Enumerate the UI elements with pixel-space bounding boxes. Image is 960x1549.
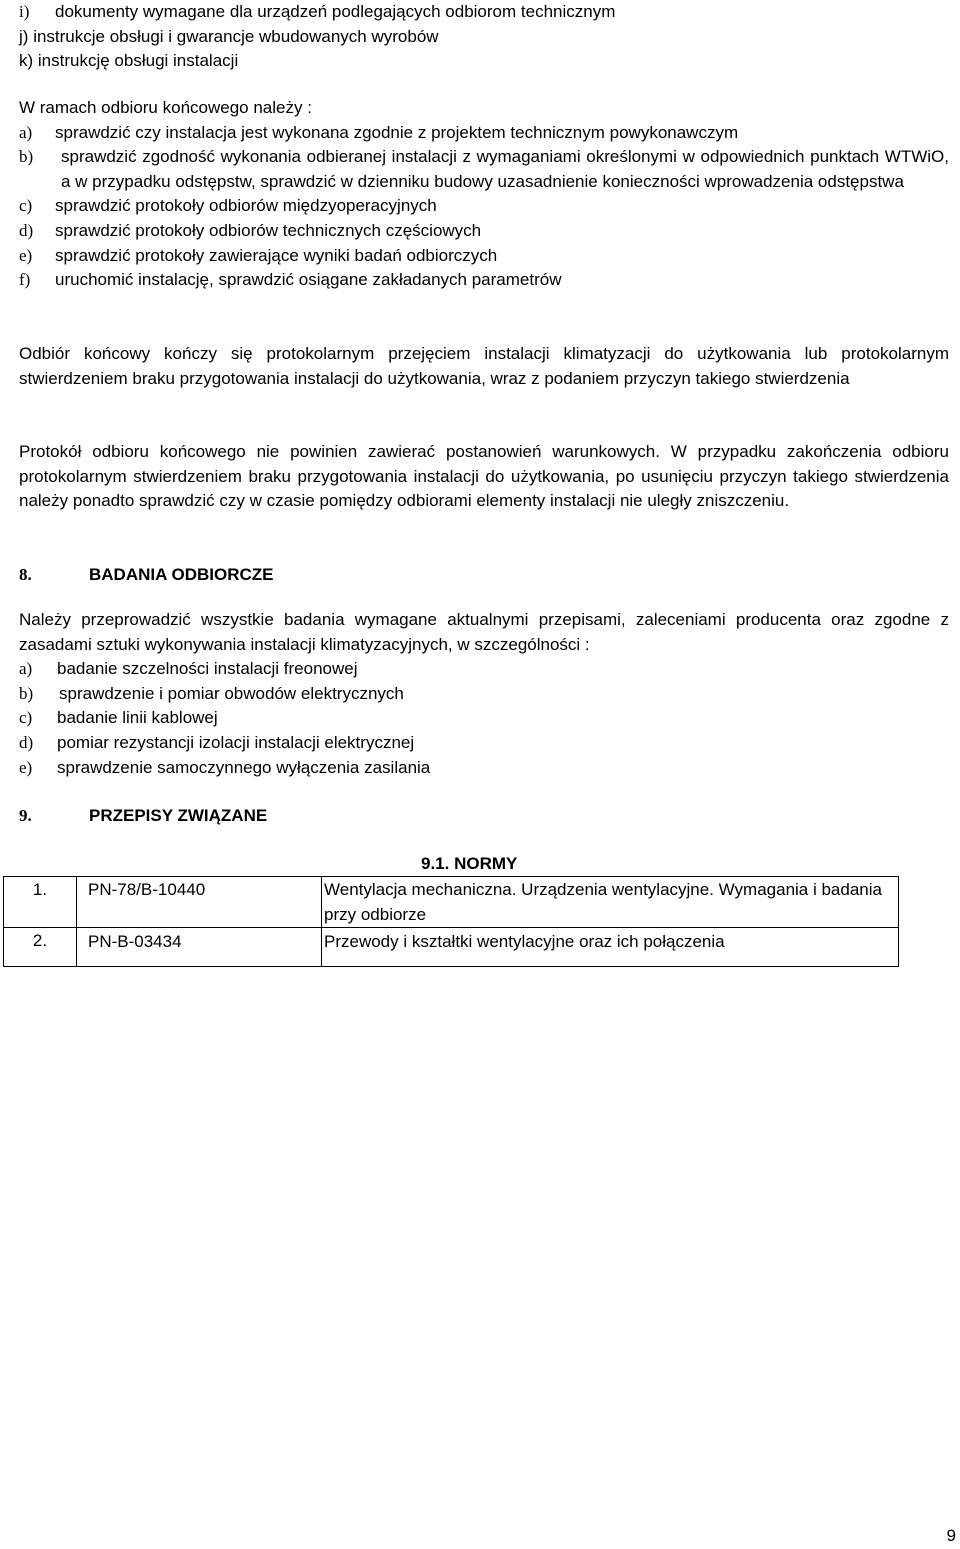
subsection-title: 9.1. NORMY	[421, 854, 518, 873]
list-item	[19, 682, 949, 707]
norm-description: Przewody i kształtki wentylacyjne oraz ich połączenia	[322, 928, 899, 967]
list-marker: k)	[19, 51, 34, 71]
section-heading	[19, 563, 273, 588]
list-marker: a)	[19, 122, 33, 142]
norm-number: 1.	[4, 877, 77, 928]
list-marker: c)	[19, 196, 33, 216]
norm-description: Wentylacja mechaniczna. Urządzenia wentylacyjne. Wymagania i badania przy odbiorze	[322, 877, 899, 928]
top-list	[19, 0, 949, 74]
list-item	[19, 731, 949, 756]
list-text: pomiar rezystancji izolacji instalacji elektrycznej	[57, 732, 415, 752]
list-text: instrukcje obsługi i gwarancje wbudowanych wyrobów	[33, 26, 439, 46]
list-text: sprawdzić czy instalacja jest wykonana zgodnie z projektem technicznym powykonawczym	[55, 122, 739, 142]
section-heading	[19, 804, 267, 829]
list-item	[19, 268, 949, 293]
list-item	[19, 657, 949, 682]
norm-code: PN-B-03434	[77, 928, 322, 967]
list-marker: a)	[19, 659, 33, 679]
list-item	[19, 756, 949, 781]
list-marker: e)	[19, 757, 33, 777]
section-title: BADANIA ODBIORCZE	[89, 565, 274, 584]
list-marker: b)	[19, 147, 34, 167]
table-row	[4, 877, 899, 928]
list-marker: c)	[19, 708, 33, 728]
list-text: badanie szczelności instalacji freonowej	[57, 659, 358, 679]
norms-table	[3, 876, 899, 967]
final-acceptance-section	[19, 96, 949, 293]
list-marker: d)	[19, 220, 34, 240]
section-number: 9.	[19, 806, 32, 825]
list-text: sprawdzić protokoły odbiorów technicznych częściowych	[55, 220, 482, 240]
list-text: sprawdzić protokoły odbiorów międzyoperacyjnych	[55, 196, 437, 216]
paragraph: Protokół odbioru końcowego nie powinien zawierać postanowień warunkowych. W przypadku zakończenia odbioru protokolarnym stwierdzeniem braku przygotowania instalacji do użytkowania, po usunięciu przyczyn takiego stwierdzenia należy ponadto sprawdzić czy w czasie pomiędzy odbiorami elementy instalacji nie uległy zniszczeniu.	[19, 442, 949, 511]
list-item	[19, 706, 949, 731]
list-marker: i)	[19, 2, 30, 21]
list-item	[19, 0, 949, 25]
list-marker: b)	[19, 683, 34, 703]
norm-code: PN-78/B-10440	[77, 877, 322, 928]
section-intro: Należy przeprowadzić wszystkie badania wymagane aktualnymi przepisami, zaleceniami producenta oraz zgodne z zasadami sztuki wykonywania instalacji klimatyzacyjnych, w szczególności :	[19, 610, 949, 654]
list-marker: f)	[19, 270, 31, 290]
paragraph: Odbiór końcowy kończy się protokolarnym przejęciem instalacji klimatyzacji do użytkowania lub protokolarnym stwierdzeniem braku przygotowania instalacji do użytkowania, wraz z podaniem przyczyn takiego stwierdzenia	[19, 344, 949, 388]
list-item	[19, 121, 949, 146]
list-text: dokumenty wymagane dla urządzeń podlegających odbiorom technicznym	[55, 2, 616, 21]
list-item	[19, 145, 949, 194]
norm-number: 2.	[4, 928, 77, 967]
list-text: sprawdzić zgodność wykonania odbieranej instalacji z wymaganiami określonymi w odpowiednich punktach WTWiO, a w przypadku odstępstw, sprawdzić w dzienniku budowy uzasadnienie konieczności wprowadzenia odstępstwa	[61, 147, 949, 191]
list-item	[19, 244, 949, 269]
page-number: 9	[946, 1526, 956, 1545]
section-number: 8.	[19, 565, 32, 584]
list-item	[19, 194, 949, 219]
list-text: badanie linii kablowej	[57, 708, 218, 728]
section-8-body	[19, 608, 949, 780]
list-text: instrukcję obsługi instalacji	[37, 51, 239, 71]
list-marker: j)	[19, 26, 29, 46]
list-text: sprawdzenie samoczynnego wyłączenia zasilania	[57, 757, 431, 777]
list-item	[19, 219, 949, 244]
table-row	[4, 928, 899, 967]
list-text: sprawdzenie i pomiar obwodów elektrycznych	[59, 683, 404, 703]
list-item	[19, 49, 949, 74]
list-marker: e)	[19, 245, 33, 265]
final-acceptance-intro: W ramach odbioru końcowego należy :	[19, 98, 312, 117]
list-marker: d)	[19, 732, 34, 752]
list-item	[19, 25, 949, 50]
list-text: sprawdzić protokoły zawierające wyniki badań odbiorczych	[55, 245, 498, 265]
section-title: PRZEPISY ZWIĄZANE	[89, 806, 268, 825]
list-text: uruchomić instalację, sprawdzić osiągane zakładanych parametrów	[55, 270, 562, 290]
